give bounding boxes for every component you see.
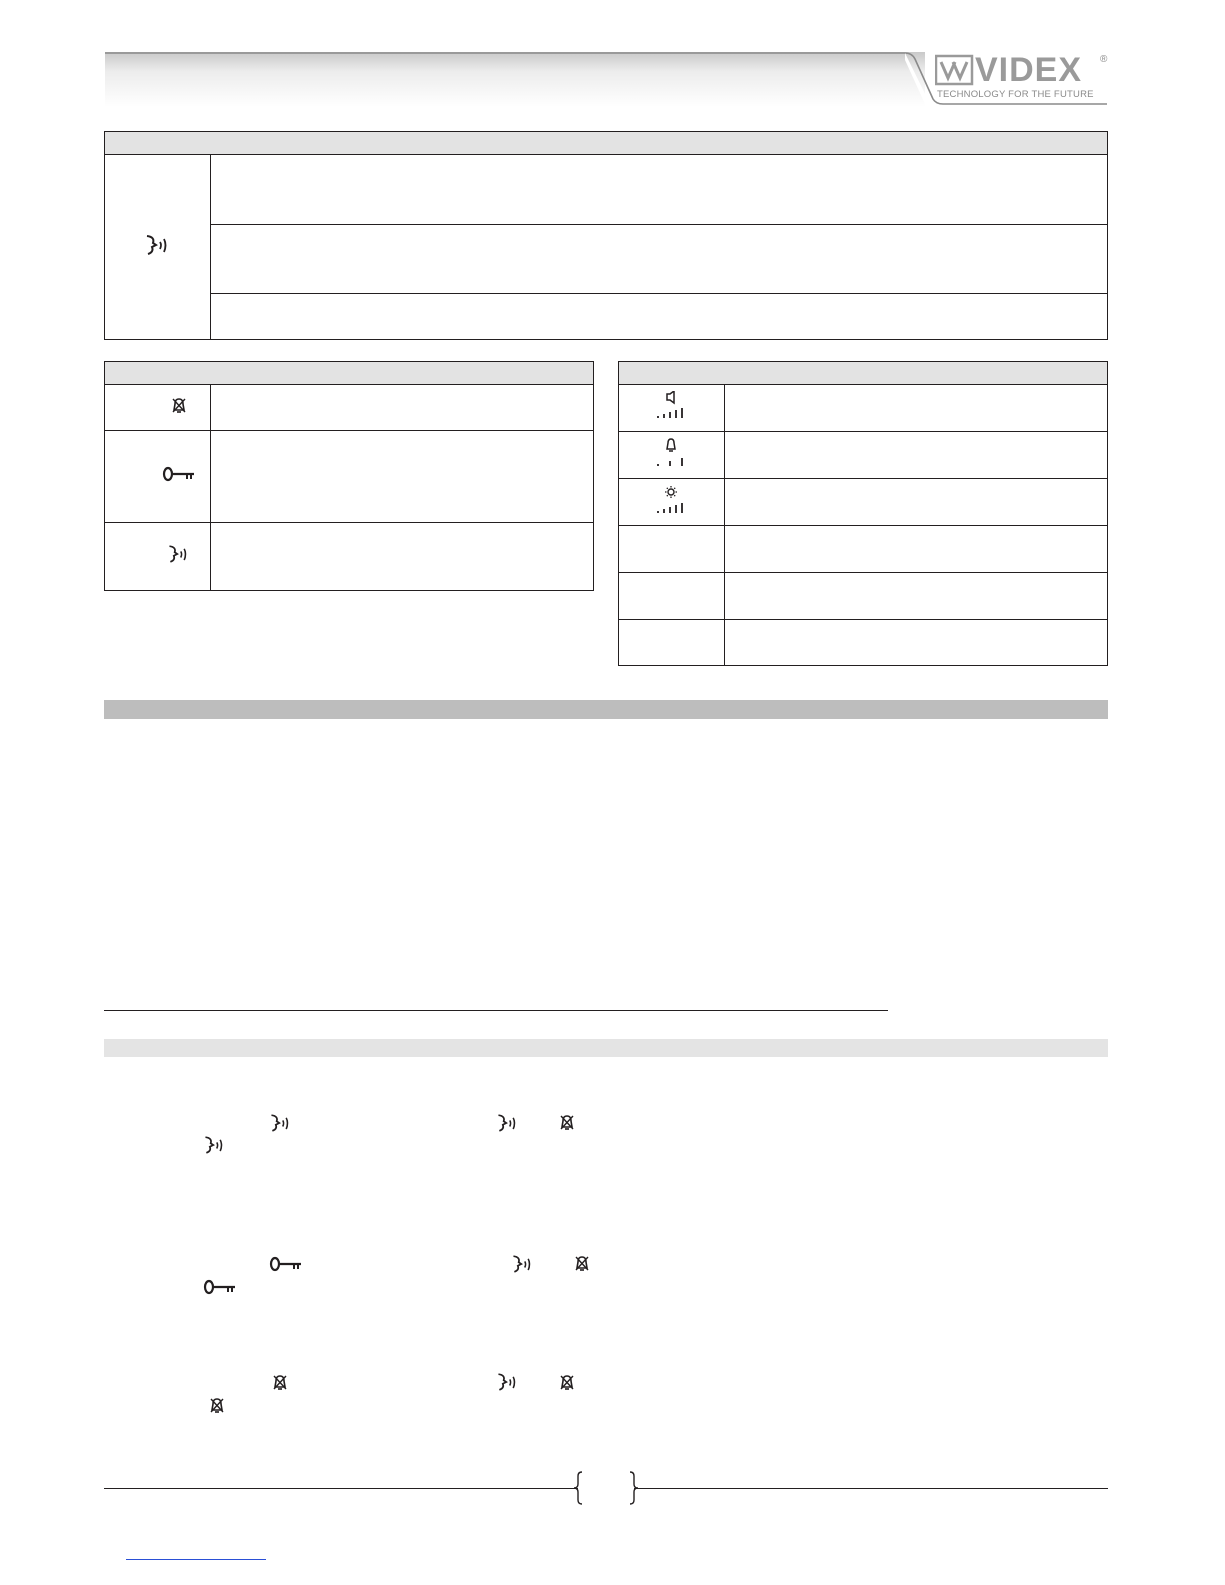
- table-3-row-6: [725, 620, 1108, 666]
- table-3-icon-cell: [619, 479, 725, 526]
- brand-tagline: TECHNOLOGY FOR THE FUTURE: [937, 89, 1094, 100]
- table-3-row-2: [725, 432, 1108, 479]
- table-2: [104, 361, 594, 591]
- footer-rule-left: [104, 1488, 578, 1489]
- table-1-row-3: [211, 294, 1108, 340]
- bell-off-icon: [573, 1254, 591, 1272]
- speech-icon: [166, 543, 192, 570]
- table-3-row-4: [725, 526, 1108, 573]
- table-3-row-5: [725, 573, 1108, 620]
- table-2-icon-cell: [105, 523, 211, 591]
- footer-rule-right: [634, 1488, 1108, 1489]
- table-2-icon-cell: [105, 431, 211, 523]
- table-3: [618, 361, 1108, 666]
- videx-logo: [935, 51, 1108, 89]
- table-2-header: [105, 362, 594, 385]
- speech-icon: [202, 1134, 228, 1156]
- table-1-row-1: [211, 155, 1108, 225]
- table-3-icon-cell: [619, 432, 725, 479]
- speech-icon: [510, 1253, 536, 1275]
- section-bar: [104, 700, 1108, 719]
- key-icon: [162, 466, 196, 487]
- bell-volume-icon: [655, 438, 689, 473]
- table-2-row-2: [211, 431, 594, 523]
- table-1-header: [105, 132, 1108, 155]
- speech-icon: [495, 1371, 521, 1393]
- table-3-icon-cell: [619, 573, 725, 620]
- table-3-row-1: [725, 385, 1108, 432]
- bell-off-icon: [558, 1113, 576, 1131]
- table-1-icon-cell: [105, 155, 211, 340]
- table-3-icon-cell: [619, 620, 725, 666]
- speech-icon: [495, 1112, 521, 1134]
- table-3-header: [619, 362, 1108, 385]
- section-bar-light: [104, 1039, 1108, 1057]
- link-underline: [126, 1559, 266, 1560]
- page-number-bracket: [572, 1470, 640, 1506]
- table-2-row-1: [211, 385, 594, 431]
- bell-off-icon: [170, 396, 188, 419]
- table-1: [104, 131, 1108, 340]
- key-icon: [203, 1279, 237, 1295]
- table-2-icon-cell: [105, 385, 211, 431]
- bell-off-icon: [558, 1373, 576, 1391]
- table-3-icon-cell: [619, 385, 725, 432]
- table-3-row-3: [725, 479, 1108, 526]
- brightness-icon: [655, 485, 689, 520]
- brand-name: VIDEX: [975, 51, 1083, 89]
- speech-icon: [268, 1112, 294, 1134]
- table-2-row-3: [211, 523, 594, 591]
- table-3-icon-cell: [619, 526, 725, 573]
- registered-mark: ®: [1100, 54, 1108, 65]
- key-icon: [269, 1256, 303, 1272]
- speaker-volume-icon: [655, 391, 689, 426]
- divider-rule: [104, 1010, 888, 1011]
- speech-icon: [143, 233, 173, 262]
- table-1-row-2: [211, 225, 1108, 294]
- bell-off-icon: [271, 1373, 289, 1391]
- bell-off-icon: [208, 1396, 226, 1414]
